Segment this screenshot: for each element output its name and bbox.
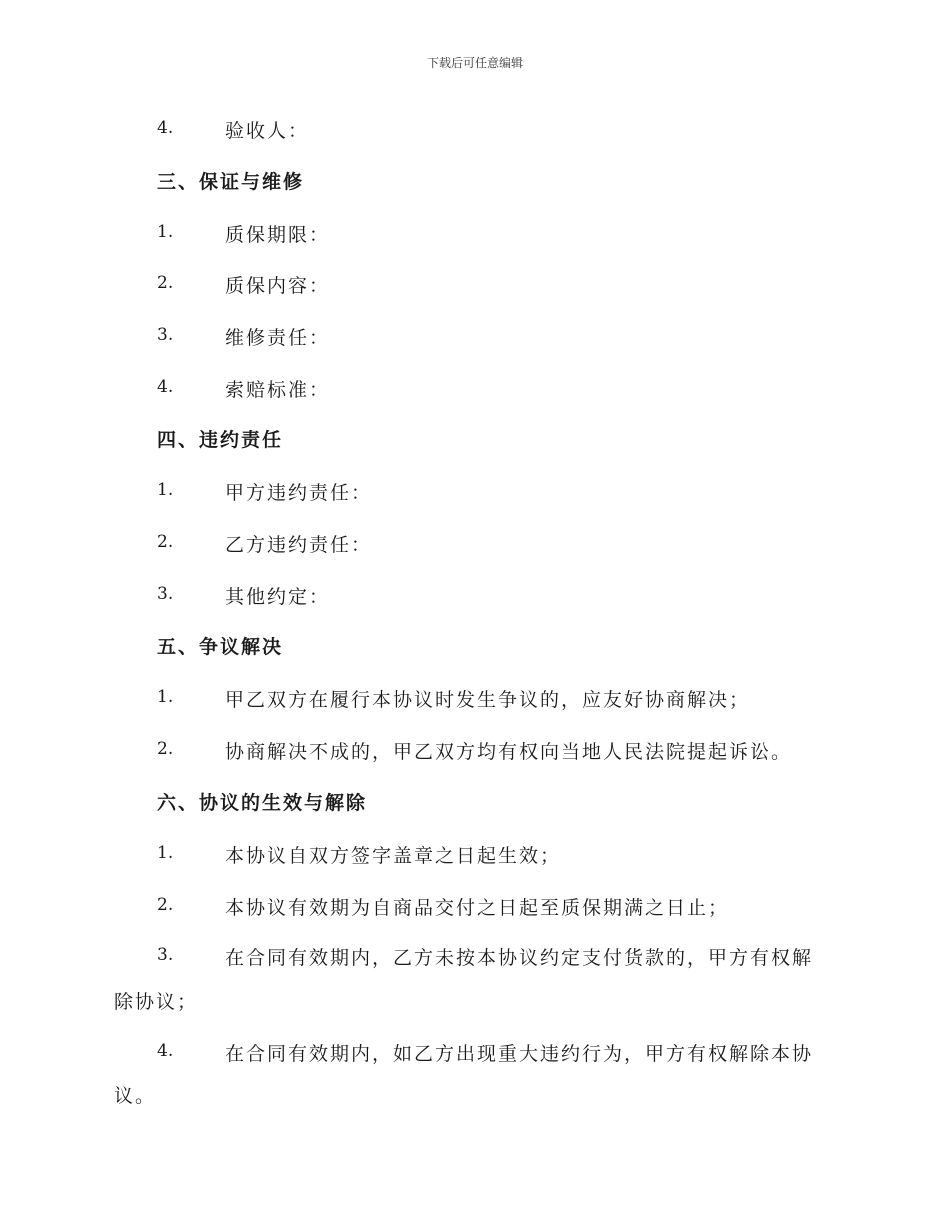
- item-number: 2.: [157, 895, 174, 915]
- item-text: 质保内容：: [225, 275, 331, 297]
- item-number: 3.: [157, 325, 174, 345]
- item-text: 本协议自双方签字盖章之日起生效；: [225, 845, 562, 867]
- item-text: 在合同有效期内，如乙方出现重大违约行为，甲方有权解除本协: [225, 1043, 814, 1065]
- item-number: 2.: [157, 739, 174, 759]
- item-text: 甲方违约责任：: [225, 482, 373, 504]
- item-number: 1.: [157, 480, 174, 500]
- item-text: 在合同有效期内，乙方未按本协议约定支付货款的，甲方有权解: [225, 947, 814, 969]
- item-number: 2.: [157, 273, 174, 293]
- page-header: 下载后可任意编辑: [426, 56, 523, 70]
- item-text: 其他约定：: [225, 586, 331, 608]
- section-heading: 五、争议解决: [157, 636, 284, 658]
- item-number: 3.: [157, 945, 174, 965]
- item-number: 4.: [157, 1041, 174, 1061]
- item-text: 索赔标准：: [225, 379, 331, 401]
- item-text: 本协议有效期为自商品交付之日起至质保期满之日止；: [225, 897, 730, 919]
- item-number: 1.: [157, 843, 174, 863]
- section-heading: 三、保证与维修: [157, 171, 305, 193]
- item-number: 4.: [157, 377, 174, 397]
- item-text: 维修责任：: [225, 327, 331, 349]
- item-text: 协商解决不成的，甲乙双方均有权向当地人民法院提起诉讼。: [225, 741, 793, 763]
- item-number: 1.: [157, 222, 174, 242]
- item-text: 甲乙双方在履行本协议时发生争议的，应友好协商解决；: [225, 689, 751, 711]
- item-text: 乙方违约责任：: [225, 534, 373, 556]
- item-number: 1.: [157, 687, 174, 707]
- item-number: 3.: [157, 584, 174, 604]
- item-text: 验收人：: [225, 120, 310, 142]
- item-number: 2.: [157, 532, 174, 552]
- item-text: 质保期限：: [225, 224, 331, 246]
- section-heading: 四、违约责任: [157, 429, 284, 451]
- item-text-continued: 除协议；: [114, 991, 199, 1013]
- item-text-continued: 议。: [114, 1085, 157, 1107]
- section-heading: 六、协议的生效与解除: [157, 792, 368, 814]
- item-number: 4.: [157, 118, 174, 138]
